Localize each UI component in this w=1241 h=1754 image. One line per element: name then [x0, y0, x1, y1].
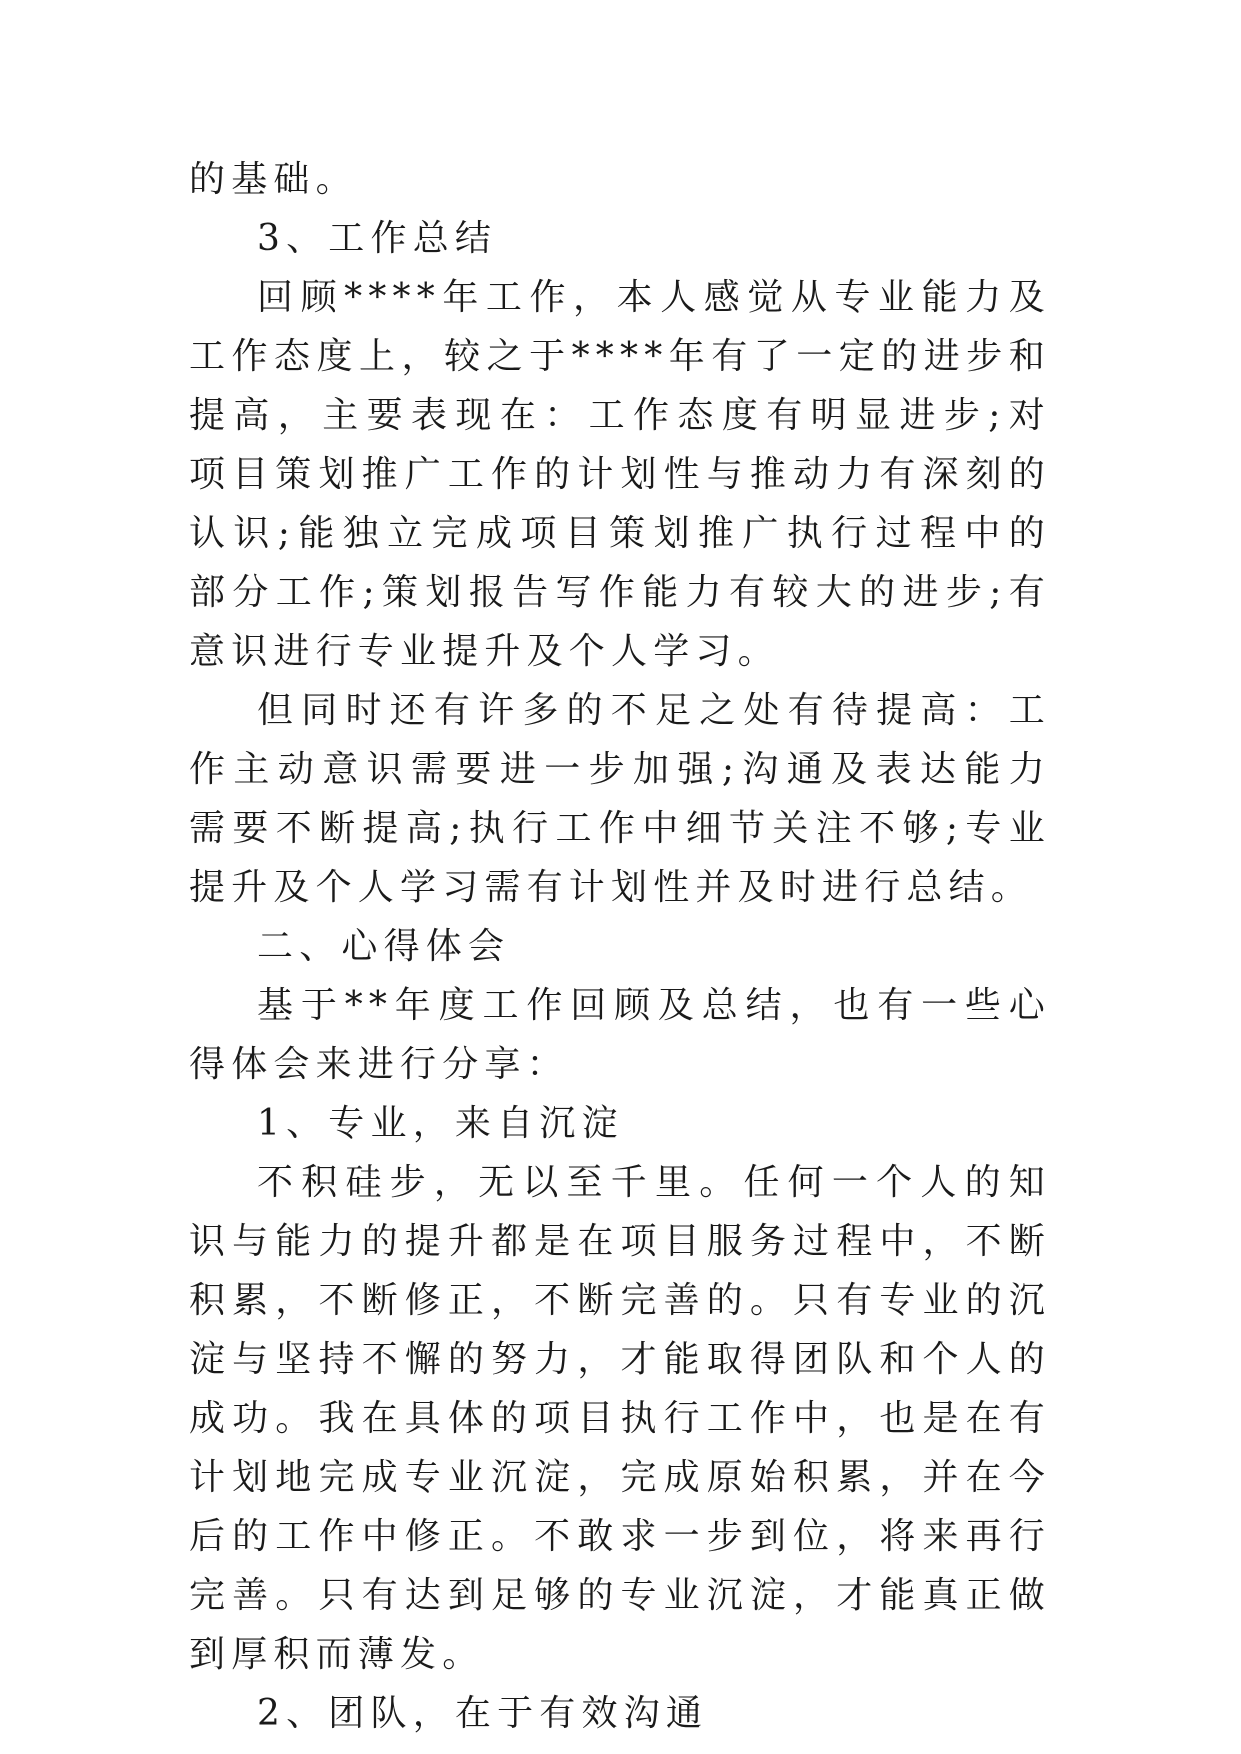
- heading-insights: 二、心得体会: [257, 926, 511, 967]
- paragraph-shortcomings: 但同时还有许多的不足之处有待提高：工作主动意识需要进一步加强;沟通及表达能力需要不断提高;执行工作中细节关注不够;专业提升及个人学习需有计划性并及时进行总结。: [189, 690, 1051, 908]
- paragraph-professionalism: 不积硅步，无以至千里。任何一个人的知识与能力的提升都是在项目服务过程中，不断积累，不断修正，不断完善的。只有专业的沉淀与坚持不懈的努力，才能取得团队和个人的成功。我在具体的项目执行工作中，也是在有计划地完成专业沉淀，完成原始积累，并在今后的工作中修正。不敢求一步到位，将来再行完善。只有达到足够的专业沉淀，才能真正做到厚积而薄发。: [189, 1162, 1051, 1675]
- heading-work-summary: 3、工作总结: [257, 218, 498, 259]
- paragraph-foundation-end: 的基础。: [189, 159, 358, 200]
- paragraph-insights-intro: 基于**年度工作回顾及总结，也有一些心得体会来进行分享：: [189, 985, 1051, 1085]
- heading-team-communication: 2、团队，在于有效沟通: [257, 1693, 709, 1734]
- document-body: [189, 150, 1051, 1743]
- heading-professionalism: 1、专业，来自沉淀: [257, 1103, 624, 1144]
- paragraph-review: 回顾****年工作，本人感觉从专业能力及工作态度上，较之于****年有了一定的进步和提高，主要表现在：工作态度有明显进步;对项目策划推广工作的计划性与推动力有深刻的认识;能独立完成项目策划推广执行过程中的部分工作;策划报告写作能力有较大的进步;有意识进行专业提升及个人学习。: [189, 277, 1051, 672]
